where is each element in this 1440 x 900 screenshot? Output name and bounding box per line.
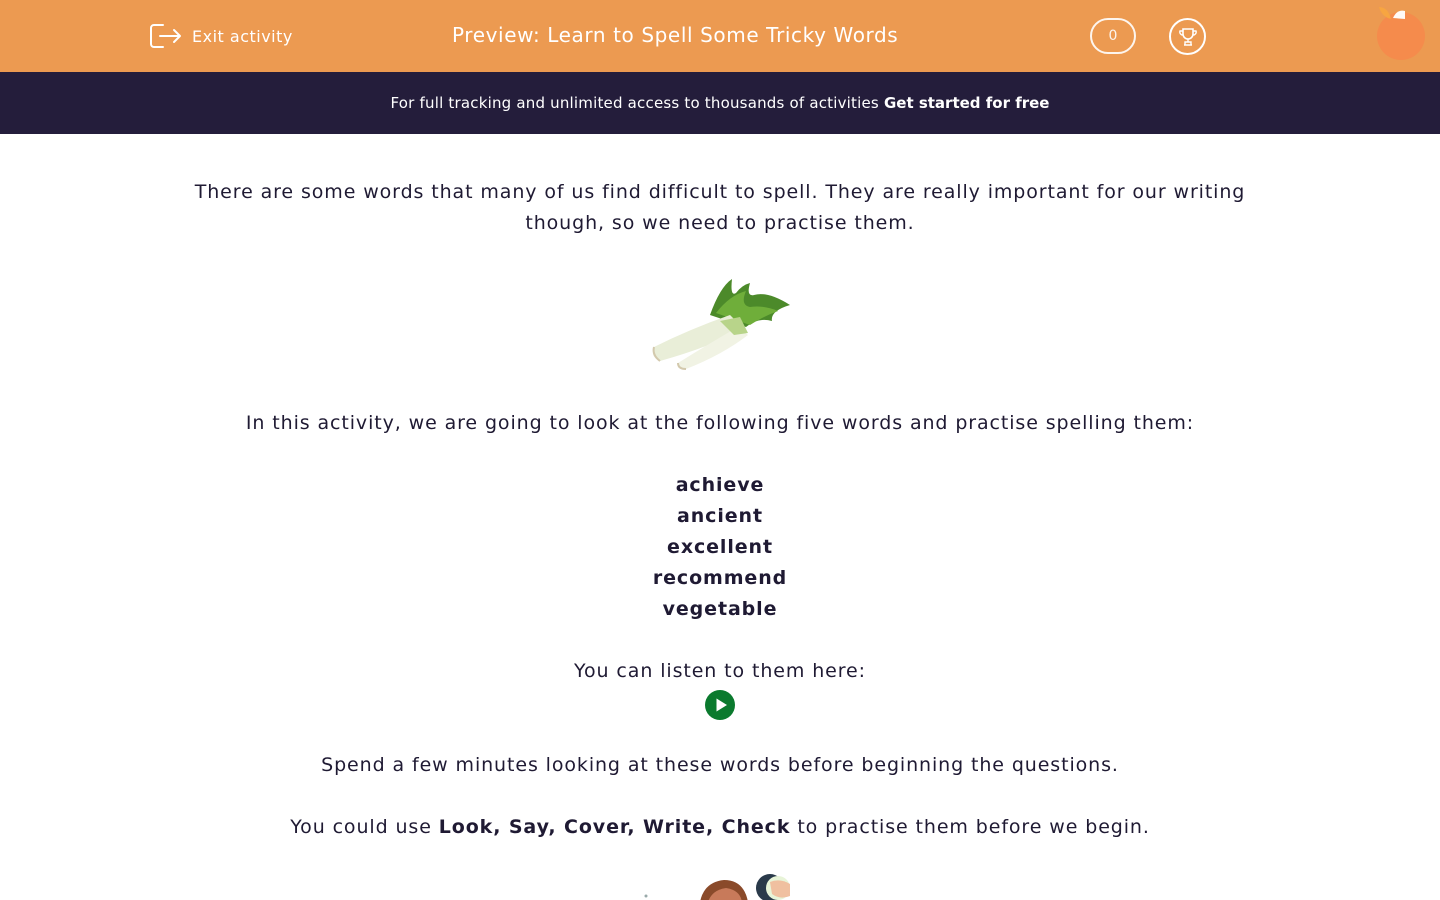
leek-image [650,277,790,371]
activity-intro-paragraph: In this activity, we are going to look at the following five words and practise spelling them: [245,412,1195,434]
exit-icon [149,22,183,50]
signup-banner [0,72,1440,134]
intro-paragraph: There are some words that many of us find difficult to spell. They are really important for our writing though, so we need to practise them. [194,181,1246,234]
orange-logo-icon [1376,5,1432,61]
listen-paragraph: You can listen to them here: [574,660,866,682]
practise-suffix: to practise them before we begin. [797,816,1150,838]
trophy-icon [1177,26,1199,48]
word-item: achieve [675,474,765,496]
play-audio-button[interactable] [704,689,736,721]
practise-paragraph [0,812,1440,843]
spend-time-paragraph: Spend a few minutes looking at these words before beginning the questions. [321,754,1119,776]
exit-activity-label: Exit activity [192,26,293,46]
practise-prefix: You could use [290,816,432,838]
exit-activity-button[interactable] [149,22,293,50]
banner-text: For full tracking and unlimited access to thousands of activities [390,94,879,112]
score-counter: 0 [1090,18,1136,54]
word-item: ancient [677,505,763,527]
word-item: vegetable [662,598,778,620]
practise-method: Look, Say, Cover, Write, Check [438,816,791,838]
page-title: Preview: Learn to Spell Some Tricky Words [452,23,899,47]
word-item: recommend [652,567,788,589]
top-bar [0,0,1440,72]
child-illustration [640,872,800,900]
word-list [0,470,1440,625]
get-started-link[interactable]: Get started for free [883,94,1050,112]
trophy-button[interactable] [1169,18,1206,55]
word-item: excellent [667,536,773,558]
